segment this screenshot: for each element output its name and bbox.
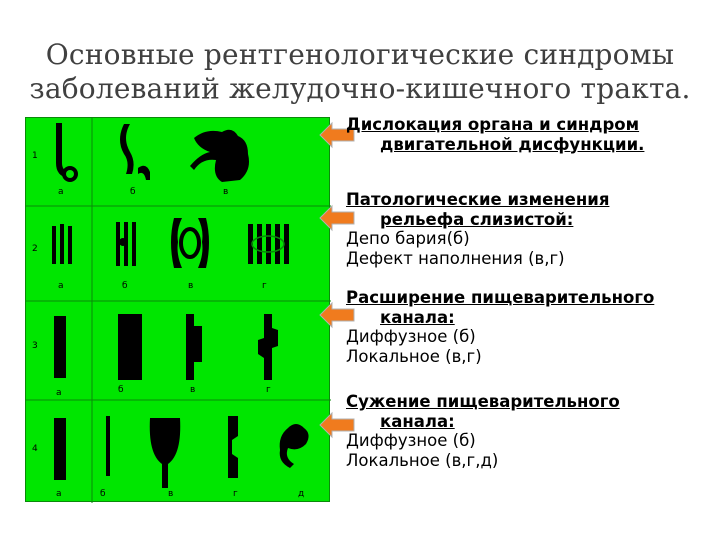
- section-4-item-1: Диффузное (б): [346, 431, 476, 450]
- section-2-heading-line-2: рельефа слизистой:: [380, 209, 574, 229]
- shape-3b-diffuse-dilation: [118, 314, 142, 380]
- row-number-4: 4: [32, 444, 38, 454]
- shape-2g-stripe-4: [275, 224, 280, 264]
- xray-syndromes-figure: [25, 117, 330, 502]
- label-4g: г: [233, 489, 238, 499]
- shape-3v-local-dilation: [186, 314, 202, 380]
- shape-4b-diffuse-narrowing: [106, 416, 110, 476]
- shape-1b-hook: [138, 166, 150, 180]
- slide-title: [0, 38, 720, 106]
- label-2v: в: [188, 281, 194, 291]
- section-1-heading-line-1: Дислокация органа и синдром: [346, 115, 640, 134]
- shape-3a-normal-canal: [54, 316, 66, 378]
- label-4d: д: [298, 489, 305, 499]
- row-2-shapes: [52, 218, 289, 268]
- figure-drawing: [26, 118, 331, 503]
- section-3-item-2: Локальное (в,г): [346, 346, 482, 366]
- section-4-item-2: Локальное (в,г,д): [346, 450, 499, 470]
- section-3-heading-line-2: канала:: [380, 307, 455, 327]
- section-dislocation: [346, 115, 644, 154]
- section-3-heading-line-1: Расширение пищеварительного: [346, 288, 655, 307]
- shape-2v-filling-defect: [181, 229, 199, 257]
- row-1-shapes: [56, 123, 249, 182]
- shape-2b-barium-depot: [119, 238, 127, 246]
- label-2g: г: [262, 281, 267, 291]
- section-2-heading-line-1: Патологические изменения: [346, 190, 610, 209]
- section-4-heading-line-2: канала:: [380, 411, 455, 431]
- section-3-item-1: Диффузное (б): [346, 327, 476, 346]
- section-mucosa-relief: [346, 190, 609, 268]
- shape-2a-fold-3: [68, 226, 72, 264]
- section-1-heading-line-2: двигательной дисфункции.: [380, 134, 645, 154]
- shape-1v-displaced-organ: [190, 130, 249, 182]
- label-1v: в: [223, 187, 229, 197]
- section-2-item-1: Депо бария(б): [346, 229, 470, 248]
- shape-1b-curved-canal: [120, 124, 134, 174]
- row-3-shapes: [54, 314, 278, 380]
- label-1b: б: [130, 187, 136, 197]
- section-dilation: [346, 288, 654, 366]
- shape-1a-bulb-center: [66, 170, 74, 178]
- label-2b: б: [122, 281, 128, 291]
- shape-4g-local-narrowing: [228, 416, 238, 478]
- section-4-heading-line-1: Сужение пищеварительного: [346, 392, 620, 411]
- shape-4v-local-narrowing: [150, 418, 181, 488]
- row-number-2: 2: [32, 244, 38, 254]
- label-4v: в: [168, 489, 174, 499]
- shape-2a-fold-2: [60, 224, 64, 264]
- shape-2a-fold-1: [52, 226, 56, 264]
- shape-2b-fold-1: [116, 222, 120, 266]
- shape-2g-stripe-3: [266, 224, 271, 264]
- shape-4a-normal-canal: [54, 418, 66, 480]
- section-narrowing: [346, 392, 620, 470]
- label-3v: в: [190, 385, 196, 395]
- label-1a: а: [58, 187, 64, 197]
- title-line-2: заболеваний желудочно-кишечного тракта.: [29, 72, 691, 105]
- title-line-1: Основные рентгенологические синдромы: [45, 38, 675, 71]
- label-4a: а: [56, 489, 62, 499]
- section-2-item-2: Дефект наполнения (в,г): [346, 248, 565, 268]
- label-3a: а: [56, 388, 62, 398]
- label-3g: г: [266, 385, 271, 395]
- shape-2b-fold-3: [132, 222, 136, 266]
- shape-3g-local-dilation: [258, 314, 278, 380]
- label-4b: б: [100, 489, 106, 499]
- shape-2g-stripe-2: [257, 224, 262, 264]
- label-2a: а: [58, 281, 64, 291]
- shape-4d-local-narrowing: [280, 424, 309, 468]
- label-3b: б: [118, 385, 124, 395]
- row-number-3: 3: [32, 341, 38, 351]
- row-number-1: 1: [32, 151, 38, 161]
